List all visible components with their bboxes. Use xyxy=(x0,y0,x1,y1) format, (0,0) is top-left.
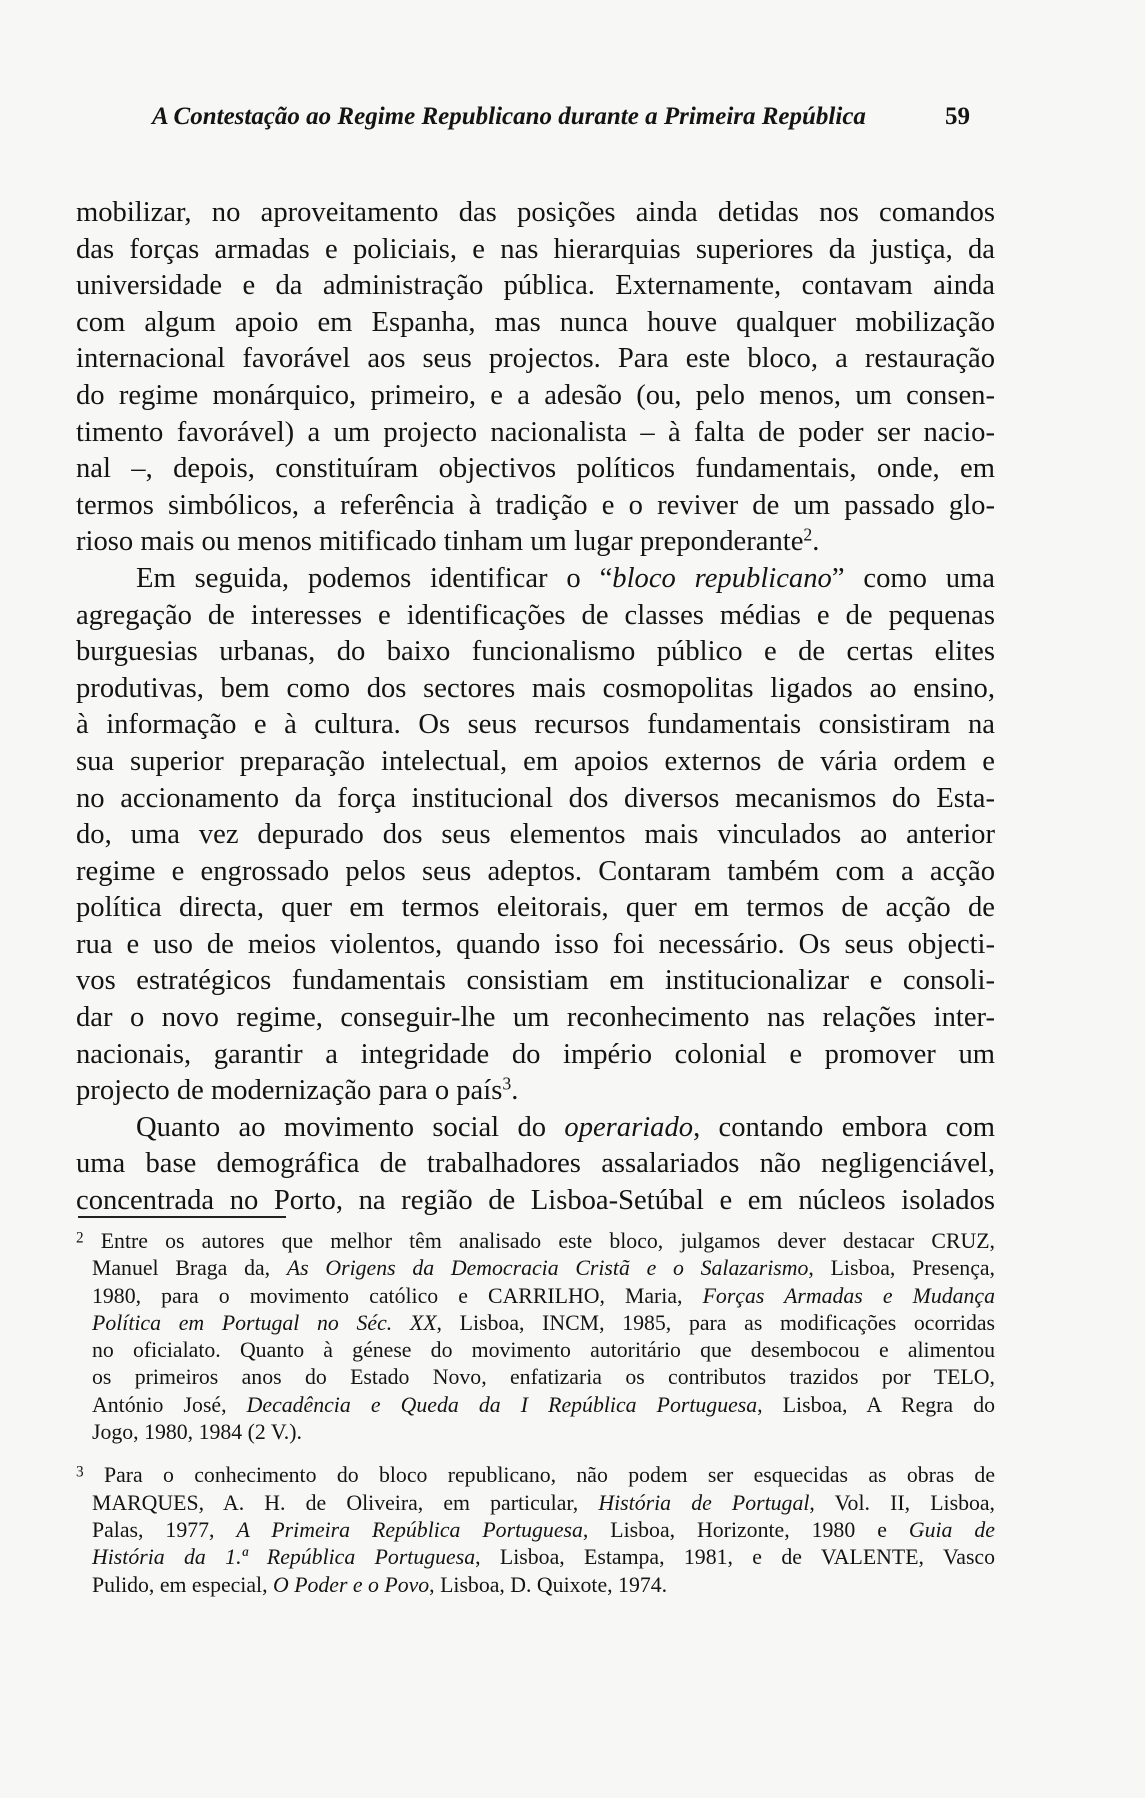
text-line xyxy=(76,744,995,781)
text-segment: produtivas, bem como dos sectores mais cosmopolitas ligados ao ensino, xyxy=(76,672,995,704)
footnote-line xyxy=(76,1228,995,1255)
text-line xyxy=(76,817,995,854)
italic-text: Política em Portugal no Séc. XX xyxy=(92,1310,437,1335)
text-segment: Manuel Braga da, xyxy=(92,1256,287,1281)
text-segment: sua superior preparação intelectual, em apoios externos de vária ordem e xyxy=(76,745,995,777)
text-line xyxy=(76,707,995,744)
text-segment: no oficialato. Quanto à génese do movimento autoritário que desembocou e alimentou xyxy=(92,1338,995,1363)
text-segment: rioso mais ou menos mitificado tinham um lugar preponderante xyxy=(76,526,804,558)
footnote-line xyxy=(76,1255,995,1282)
footnote-line xyxy=(76,1572,995,1599)
footnotes xyxy=(76,1228,995,1599)
text-segment: 1980, para o movimento católico e CARRILHO, Maria, xyxy=(92,1283,703,1308)
footnote-reference: 2 xyxy=(803,524,813,545)
text-line xyxy=(76,415,995,452)
italic-text: operariado xyxy=(564,1111,694,1143)
footnote-separator xyxy=(78,1216,286,1218)
text-segment: agregação de interesses e identificações de classes médias e de pequenas xyxy=(76,599,995,631)
text-segment: Para o conhecimento do bloco republicano, não podem ser esquecidas as obras de xyxy=(83,1463,995,1488)
text-segment: rua e uso de meios violentos, quando isso foi necessário. Os seus objecti- xyxy=(76,928,995,960)
text-line xyxy=(76,927,995,964)
text-line xyxy=(76,488,995,525)
text-line xyxy=(76,1146,995,1183)
italic-text: História da 1.ª República Portuguesa xyxy=(92,1545,476,1570)
text-line xyxy=(76,268,995,305)
text-segment: Jogo, 1980, 1984 (2 V.). xyxy=(92,1420,302,1445)
italic-text: Forças Armadas e Mudança xyxy=(702,1283,995,1308)
footnote-number: 2 xyxy=(76,1229,84,1247)
text-segment: , Lisboa, Horizonte, 1980 e xyxy=(582,1517,909,1542)
italic-text: A Primeira República Portuguesa xyxy=(236,1517,583,1542)
text-segment: MARQUES, A. H. de Oliveira, em particular, xyxy=(92,1490,599,1515)
italic-text: bloco republicano xyxy=(612,562,832,594)
text-line xyxy=(76,1000,995,1037)
text-segment: timento favorável) a um projecto nacionalista – à falta de poder ser nacio- xyxy=(76,416,995,448)
text-segment: Pulido, em especial, xyxy=(92,1572,273,1597)
text-segment: burguesias urbanas, do baixo funcionalismo público e de certas elites xyxy=(76,636,995,668)
text-segment: nacionais, garantir a integridade do império colonial e promover um xyxy=(76,1038,995,1070)
text-segment: ” como uma xyxy=(831,562,996,594)
text-segment: Em seguida, podemos identificar o “ xyxy=(136,562,613,594)
text-segment: António José, xyxy=(92,1392,247,1417)
text-segment: os primeiros anos do Estado Novo, enfatizaria os contributos trazidos por TELO, xyxy=(92,1365,995,1390)
footnote-line xyxy=(76,1364,995,1391)
text-segment: das forças armadas e policiais, e nas hierarquias superiores da justiça, da xyxy=(76,233,995,265)
text-segment: Palas, 1977, xyxy=(92,1517,237,1542)
text-segment: , Lisboa, Estampa, 1981, e de VALENTE, Vasco xyxy=(475,1545,995,1570)
text-line xyxy=(76,232,995,269)
footnote-line xyxy=(76,1544,995,1571)
text-segment: , Lisboa, D. Quixote, 1974. xyxy=(429,1572,668,1597)
text-segment: concentrada no Porto, na região de Lisboa-Setúbal e em núcleos isolados xyxy=(76,1185,995,1217)
text-segment: do, uma vez depurado dos seus elementos mais vinculados ao anterior xyxy=(76,819,995,851)
footnote-number: 3 xyxy=(76,1464,84,1482)
text-segment: projecto de modernização para o país xyxy=(76,1075,503,1107)
italic-text: História de Portugal xyxy=(598,1490,810,1515)
text-segment: com algum apoio em Espanha, mas nunca houve qualquer mobilização xyxy=(76,306,995,338)
text-line xyxy=(76,634,995,671)
text-line xyxy=(76,1073,995,1110)
text-segment: . xyxy=(511,1075,519,1107)
text-segment: . xyxy=(812,526,820,558)
text-segment: , contando embora com xyxy=(693,1111,995,1143)
text-line xyxy=(76,890,995,927)
text-line xyxy=(76,1183,995,1220)
text-segment: , Vol. II, Lisboa, xyxy=(809,1490,995,1515)
text-line xyxy=(76,1110,995,1147)
text-segment: política directa, quer em termos eleitorais, quer em termos de acção de xyxy=(76,892,995,924)
running-title: A Contestação ao Regime Republicano durante a Primeira República xyxy=(152,103,866,130)
text-segment: Entre os autores que melhor têm analisado este bloco, julgamos dever destacar CRUZ, xyxy=(83,1229,995,1253)
text-segment: regime e engrossado pelos seus adeptos. Contaram também com a acção xyxy=(76,855,995,887)
footnote-line xyxy=(76,1490,995,1517)
footnote-reference: 3 xyxy=(502,1073,512,1094)
text-segment: internacional favorável aos seus projectos. Para este bloco, a restauração xyxy=(76,343,995,375)
text-segment: nal –, depois, constituíram objectivos políticos fundamentais, onde, em xyxy=(76,453,995,485)
footnote-line xyxy=(76,1419,995,1446)
text-segment: dar o novo regime, conseguir-lhe um reconhecimento nas relações inter- xyxy=(76,1002,995,1034)
text-line xyxy=(76,341,995,378)
italic-text: O Poder e o Povo xyxy=(273,1572,430,1597)
main-text xyxy=(76,195,995,1220)
footnote-line xyxy=(76,1337,995,1364)
text-segment: uma base demográfica de trabalhadores assalariados não negligenciável, xyxy=(76,1148,995,1180)
text-segment: à informação e à cultura. Os seus recursos fundamentais consistiram na xyxy=(76,709,995,741)
text-segment: no accionamento da força institucional dos diversos mecanismos do Esta- xyxy=(76,782,995,814)
text-segment: mobilizar, no aproveitamento das posições ainda detidas nos comandos xyxy=(76,197,995,228)
text-segment: vos estratégicos fundamentais consistiam em institucionalizar e consoli- xyxy=(76,965,995,997)
text-line xyxy=(76,854,995,891)
italic-text: Decadência e Queda da I República Portuguesa xyxy=(246,1392,758,1417)
text-segment: , Lisboa, INCM, 1985, para as modificações ocorridas xyxy=(436,1310,995,1335)
text-line xyxy=(76,598,995,635)
text-segment: do regime monárquico, primeiro, e a adesão (ou, pelo menos, um consen- xyxy=(76,379,995,411)
text-line xyxy=(76,451,995,488)
footnote-line xyxy=(76,1517,995,1544)
text-segment: termos simbólicos, a referência à tradição e o reviver de um passado glo- xyxy=(76,489,995,521)
text-line xyxy=(76,378,995,415)
text-line xyxy=(76,561,995,598)
footnote-gap xyxy=(76,1446,995,1462)
text-segment: universidade e da administração pública. Externamente, contavam ainda xyxy=(76,270,995,302)
text-segment: , Lisboa, A Regra do xyxy=(757,1392,996,1417)
text-line xyxy=(76,781,995,818)
footnote-line xyxy=(76,1462,995,1489)
italic-text: As Origens da Democracia Cristã e o Salazarismo xyxy=(286,1256,809,1281)
text-line xyxy=(76,963,995,1000)
page-number: 59 xyxy=(945,103,970,130)
italic-text: Guia de xyxy=(908,1517,995,1542)
text-segment: , Lisboa, Presença, xyxy=(808,1256,995,1281)
footnote-line xyxy=(76,1392,995,1419)
text-line xyxy=(76,195,995,232)
text-line xyxy=(76,671,995,708)
footnote-line xyxy=(76,1283,995,1310)
text-segment: Quanto ao movimento social do xyxy=(136,1111,565,1143)
text-line xyxy=(76,524,995,561)
text-line xyxy=(76,305,995,342)
footnote-line xyxy=(76,1310,995,1337)
text-line xyxy=(76,1037,995,1074)
